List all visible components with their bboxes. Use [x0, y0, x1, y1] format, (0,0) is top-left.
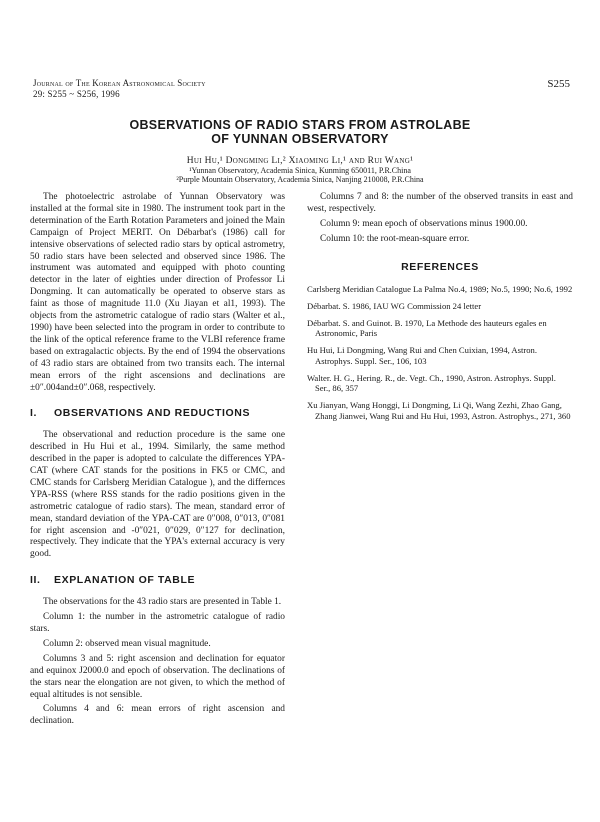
section-paragraph: The observational and reduction procedure is the same one described in Hu Hui et al., 1994. Similarly, the same method described in the paper is adopted to calculate the differences YPA-CAT (where CAT stands for the positions in FK5 or CMC, and CMC stands for Carlsberg Meridian Catalogue ), and the differnces YPA-RSS (where RSS stands for the radio positions given in the astrometric catalogue of radio stars). The mean, standard error of mean, standard deviation of the YPA-CAT are 0″008, 0″013, 0″081 for right ascension and -0″021, 0″029, 0″127 for declination, respectively. They indicate that the YPA's external accuracy is very good.	[30, 430, 285, 560]
left-column	[30, 192, 285, 728]
reference-item: Hu Hui, Li Dongming, Wang Rui and Chen Cuixian, 1994, Astron. Astrophys. Suppl. Ser., 106, 103	[307, 345, 537, 366]
title-line-2: OF YUNNAN OBSERVATORY	[211, 132, 389, 146]
title-line-1: OBSERVATIONS OF RADIO STARS FROM ASTROLABE	[129, 118, 471, 132]
reference-item: Débarbat. S. 1986, IAU WG Commission 24 letter	[307, 300, 482, 311]
reference-item: Débarbat. S. and Guinot. B. 1970, La Methode des hauteurs egales en Astronomic, Paris	[307, 317, 547, 339]
section-heading-table	[30, 575, 285, 587]
reference-item: Carlsberg Meridian Catalogue La Palma No.4, 1989; No.5, 1990; No.6, 1992	[307, 283, 573, 294]
section-paragraph: Columns 4 and 6: mean errors of right ascension and declination.	[30, 704, 285, 727]
section-title: EXPLANATION OF TABLE	[54, 574, 196, 587]
running-head	[33, 78, 206, 100]
journal-name: Journal of The Korean Astronomical Society	[33, 78, 206, 88]
section-paragraph: Columns 3 and 5: right ascension and declination for equator and equinox J2000.0 and epoch of observation. The declinations of the stars near the elongation are not given, to which the method of equal altitudes is not sensible.	[30, 653, 285, 700]
column-description: Column 9: mean epoch of observations minus 1900.00.	[320, 218, 528, 229]
affiliation-2: ²Purple Mountain Observatory, Academia Sinica, Nanjing 210008, P.R.China	[176, 175, 424, 184]
reference-list	[307, 284, 573, 422]
references-heading: REFERENCES	[401, 260, 479, 273]
section-number: I.	[30, 407, 38, 420]
column-description: Column 10: the root-mean-square error.	[320, 233, 470, 244]
section-paragraph: Column 1: the number in the astrometric catalogue of radio stars.	[30, 612, 285, 634]
right-column	[307, 192, 573, 428]
reference-item: Walter. H. G., Hering. R., de. Vegt. Ch., 1990, Astron. Astrophys. Suppl. Ser., 86, 357	[307, 372, 556, 394]
section-number: II.	[30, 574, 41, 587]
section-heading-observations	[30, 408, 285, 420]
column-description: Columns 7 and 8: the number of the observed transits in east and west, respectively.	[307, 192, 573, 214]
title-block	[60, 118, 540, 184]
section-paragraph: The observations for the 43 radio stars are presented in Table 1.	[43, 597, 282, 608]
section-paragraph: Column 2: observed mean visual magnitude.	[43, 638, 211, 649]
paper-title	[60, 118, 540, 146]
issue-info: 29: S255 ~ S256, 1996	[33, 89, 120, 99]
author-list: Hui Hu,¹ Dongming Li,² Xiaoming Li,¹ and Rui Wang¹	[186, 156, 414, 166]
section-title: OBSERVATIONS AND REDUCTIONS	[54, 407, 251, 420]
abstract-paragraph: The photoelectric astrolabe of Yunnan Observatory was installed at the formal site in 1980. The instrument took part in the determination of the Earth Rotation Parameters and joined the Main Campaign of Project MERIT. On Débarbat's (1986) call for intensive observations of selected radio stars by optical astrometry, 50 radio stars have been selected and observed since 1986. The instrument was automated and equipped with photo counting detector in the later of eighties under direction of Professor Li Dongming. It can automatically be operated to observe stars as faint as those of magnitude 11.0 (Xu Jiayan et al1, 1993). The objects from the astrometric catalogue of radio stars (Walter et al., 1990) have been selected into the program in order to contribute to the link of the optical reference frame to the VLBI reference frame based on extragalactic objects. By the end of 1994 the observations of 43 radio stars are obtained from two transits each. The internal mean errors of the right ascensions and declinations are ±0″.004and±0″.068, respectively.	[30, 192, 285, 393]
page-number: S255	[547, 78, 570, 90]
affiliation-1: ¹Yunnan Observatory, Academia Sinica, Kunming 650011, P.R.China	[189, 166, 411, 175]
reference-item: Xu Jianyan, Wang Honggi, Li Dongming, Li Qi, Wang Zezhi, Zhao Gang, Zhang Jianwei, Wang Rui and Hu Hui, 1993, Astron. Astrophys., 271, 360	[307, 400, 571, 421]
